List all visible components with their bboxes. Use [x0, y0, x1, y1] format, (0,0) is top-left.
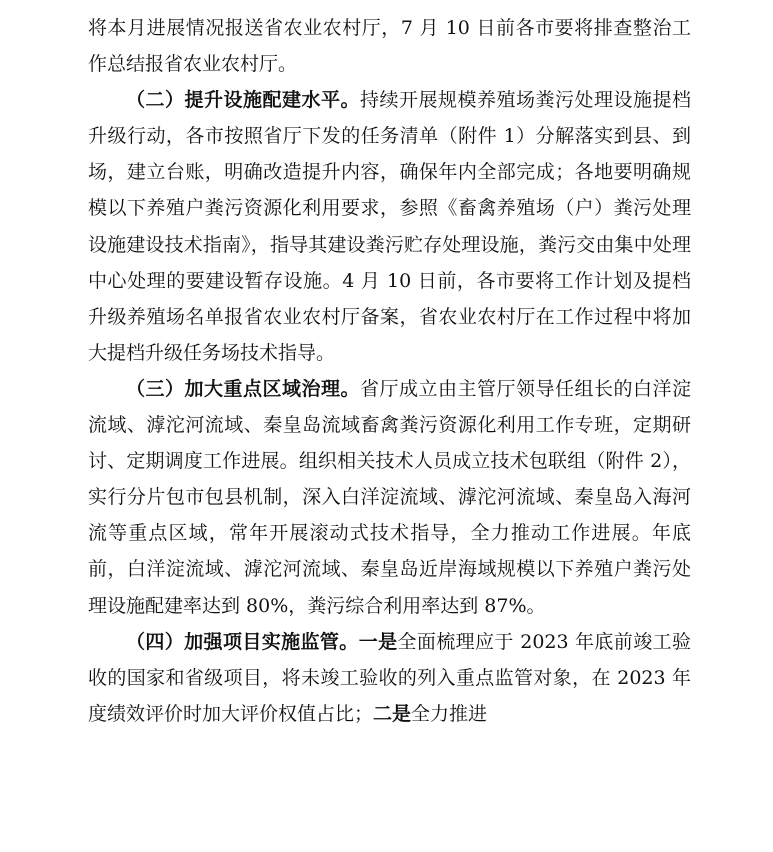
paragraph-2 [88, 82, 691, 371]
paragraph-3 [88, 371, 691, 624]
paragraph-1 [88, 10, 691, 82]
paragraph-2-text: 持续开展规模养殖场粪污处理设施提档升级行动，各市按照省厅下发的任务清单（附件 1）分解落实到县、到场，建立台账，明确改造提升内容，确保年内全部完成；各地要明确规模以下养殖户粪污资源化利用要求，参照《畜禽养殖场（户）粪污处理设施建设技术指南》，指导其建设粪污贮存处理设施，粪污交由集中处理中心处理的要建设暂存设施。4 月 10 日前，各市要将工作计划及提档升级养殖场名单报省农业农村厅备案，省农业农村厅在工作过程中将加大提档升级任务场技术指导。 [88, 89, 691, 364]
paragraph-4-marker-1: 一是 [358, 630, 398, 653]
paragraph-4 [88, 624, 691, 732]
paragraph-1-text: 将本月进展情况报送省农业农村厅，7 月 10 日前各市要将排查整治工作总结报省农业农村厅。 [88, 17, 691, 76]
paragraph-3-text: 省厅成立由主管厅领导任组长的白洋淀流域、滹沱河流域、秦皇岛流域畜禽粪污资源化利用工作专班，定期研讨、定期调度工作进展。组织相关技术人员成立技术包联组（附件 2），实行分片包市包县机制，深入白洋淀流域、滹沱河流域、秦皇岛入海河流等重点区域，常年开展滚动式技术指导，全力推动工作进展。年底前，白洋淀流域、滹沱河流域、秦皇岛近岸海域规模以下养殖户粪污处理设施配建率达到 80%，粪污综合利用率达到 87%。 [88, 377, 691, 617]
paragraph-4-heading: （四）加强项目实施监管。 [126, 630, 359, 653]
paragraph-4-marker-2: 二是 [373, 702, 412, 725]
paragraph-4-text-2: 全力推进 [411, 702, 488, 725]
paragraph-2-heading: （二）提升设施配建水平。 [126, 89, 360, 112]
paragraph-4-text-1: 全面梳理应于 2023 年底前竣工验收的国家和省级项目，将未竣工验收的列入重点监管对象，在 2023 年度绩效评价时加大评价权值占比； [88, 630, 691, 725]
paragraph-3-heading: （三）加大重点区域治理。 [126, 377, 360, 400]
